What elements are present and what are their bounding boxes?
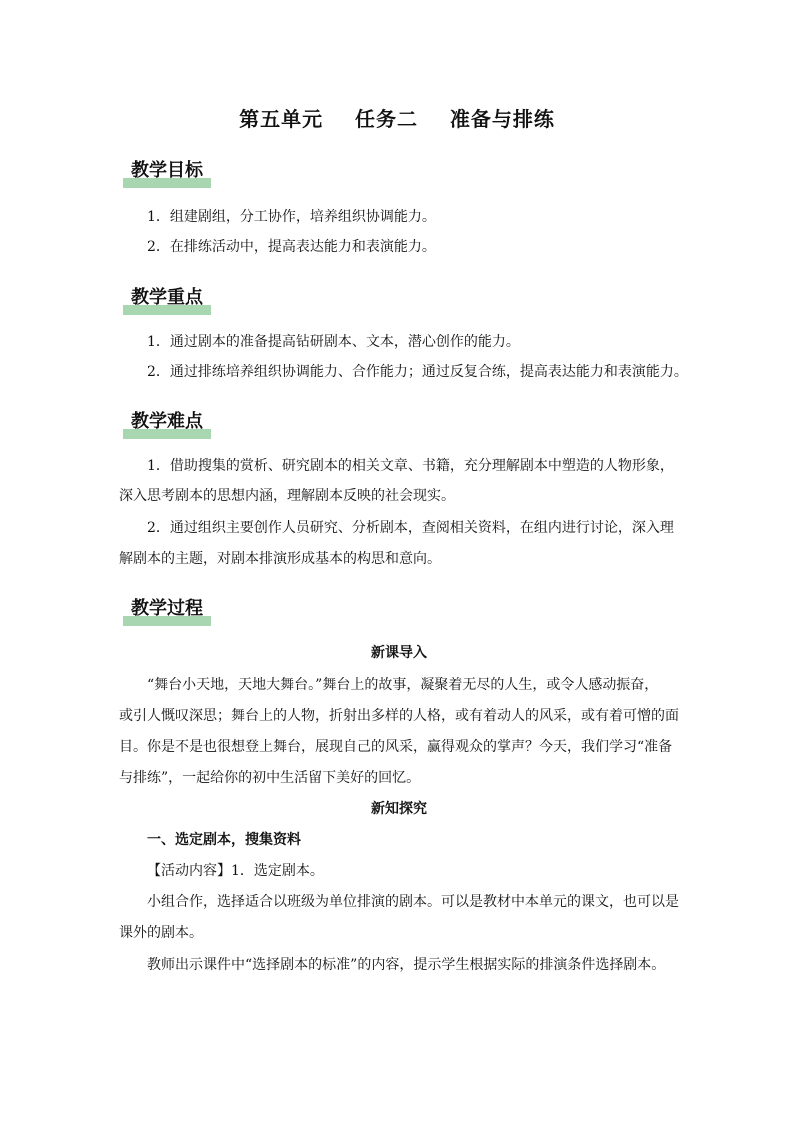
difficulty-item-1-line-2: 深入思考剧本的思想内涵，理解剧本反映的社会现实。 — [119, 488, 455, 504]
paragraph-1-line-2: 课外的剧本。 — [119, 925, 203, 941]
step-1-title: 一、选定剧本，搜集资料 — [147, 832, 301, 848]
section-heading-difficulties: 教学难点 — [123, 411, 211, 439]
keypoint-item-1: 1．通过剧本的准备提高钻研剧本、文本，潜心创作的能力。 — [147, 334, 520, 350]
section-heading-keypoints: 教学重点 — [123, 287, 211, 315]
goal-item-2: 2．在排练活动中，提高表达能力和表演能力。 — [147, 239, 436, 255]
keypoint-item-2: 2．通过排练培养组织协调能力、合作能力；通过反复合练，提高表达能力和表演能力。 — [147, 364, 688, 380]
paragraph-1-line-1: 小组合作，选择适合以班级为单位排演的剧本。可以是教材中本单元的课文，也可以是 — [147, 894, 679, 910]
activity-content: 【活动内容】1．选定剧本。 — [147, 863, 324, 879]
intro-line-4: 与排练”，一起给你的初中生活留下美好的回忆。 — [119, 770, 421, 786]
difficulty-item-2-line-1: 2．通过组织主要创作人员研究、分析剧本，查阅相关资料，在组内进行讨论，深入理 — [147, 520, 674, 536]
difficulty-item-1-line-1: 1．借助搜集的赏析、研究剧本的相关文章、书籍，充分理解剧本中塑造的人物形象， — [147, 458, 674, 474]
intro-line-2: 或引人慨叹深思；舞台上的人物，折射出多样的人格，或有着动人的风采，或有着可憎的面 — [119, 708, 679, 724]
subheading-intro: 新课导入 — [371, 645, 427, 661]
section-heading-goals: 教学目标 — [123, 160, 211, 188]
section-heading-process: 教学过程 — [123, 598, 211, 626]
intro-line-1: “舞台小天地，天地大舞台。”舞台上的故事，凝聚着无尽的人生，或令人感动振奋， — [147, 677, 659, 693]
difficulty-item-2-line-2: 解剧本的主题，对剧本排演形成基本的构思和意向。 — [119, 551, 441, 567]
paragraph-2: 教师出示课件中“选择剧本的标准”的内容，提示学生根据实际的排演条件选择剧本。 — [147, 957, 666, 973]
goal-item-1: 1．组建剧组，分工协作，培养组织协调能力。 — [147, 209, 436, 225]
subheading-explore: 新知探究 — [371, 801, 427, 817]
page-title: 第五单元 任务二 准备与排练 — [239, 107, 555, 131]
intro-line-3: 目。你是不是也很想登上舞台，展现自己的风采，赢得观众的掌声？今天，我们学习“准备 — [119, 739, 673, 755]
